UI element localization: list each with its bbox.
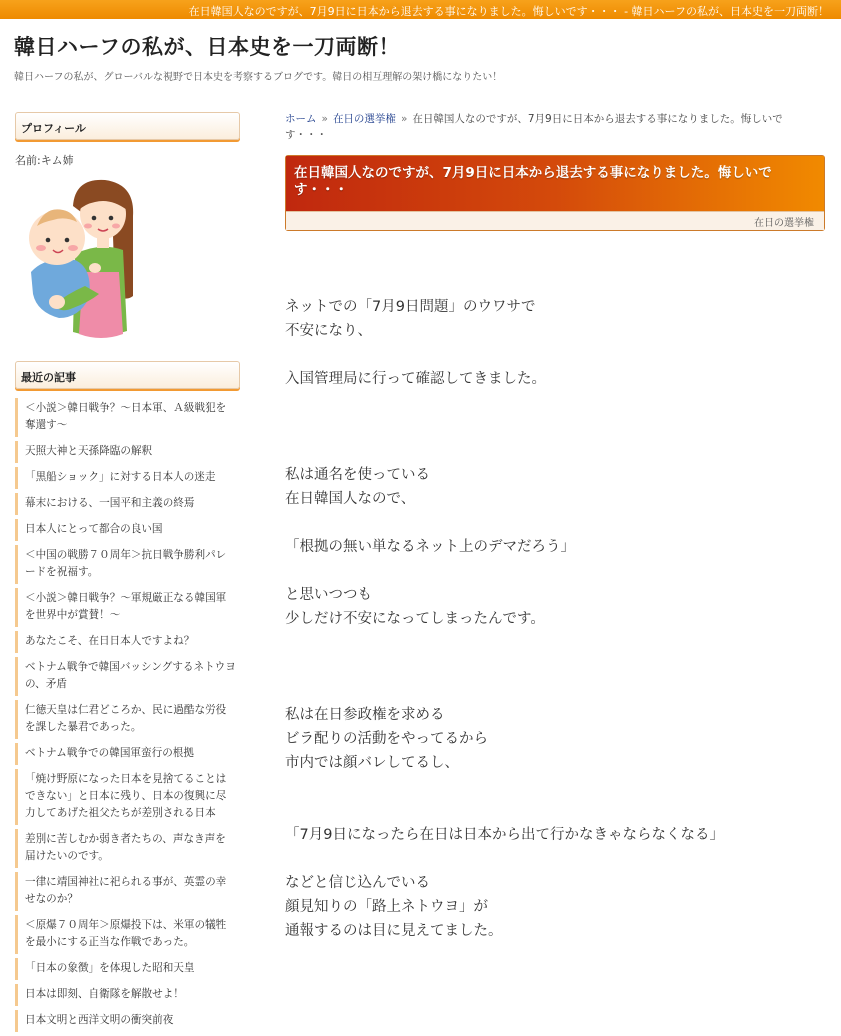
breadcrumb-category-link[interactable]: 在日の選挙権	[332, 113, 396, 125]
post-header	[285, 155, 825, 231]
profile-name: 名前:キム姉	[15, 154, 74, 167]
recent-post-link[interactable]: 天照大神と天孫降臨の解釈	[15, 441, 240, 463]
post-title: 在日韓国人なのですが、7月9日に日本から退去する事になりました。悔しいです・・・	[286, 156, 824, 211]
recent-post-link[interactable]: ＜原爆７０周年＞原爆投下は、米軍の犠牲を最小にする正当な作戦であった。	[15, 915, 240, 954]
breadcrumb-separator: »	[400, 113, 408, 125]
post-paragraph	[285, 871, 825, 943]
post-line: 「7月9日になったら在日は日本から出て行かなきゃならなくなる」	[285, 827, 724, 843]
recent-post-link[interactable]: ベトナム戦争での韓国軍蛮行の根拠	[15, 743, 240, 765]
recent-post-link[interactable]: ＜小説＞韓日戦争？～軍規厳正なる韓国軍を世界中が賞賛！～	[15, 588, 240, 627]
post-paragraph	[285, 703, 825, 775]
post-paragraph	[285, 535, 825, 559]
recent-posts-list	[15, 398, 240, 1032]
recent-post-link[interactable]: 「焼け野原になった日本を見捨てることはできない」と日本に残り、日本の復興に尽力してあげた祖父たちが差別される日本	[15, 769, 240, 825]
recent-post-link[interactable]: あなたこそ、在日日本人ですよね？	[15, 631, 240, 653]
post-line: 「根拠の無い単なるネット上のデマだろう」	[285, 539, 575, 555]
post-line: 在日韓国人なので、	[285, 491, 416, 507]
post-paragraph	[285, 295, 825, 343]
post-paragraph	[285, 823, 825, 847]
main-content	[285, 111, 825, 943]
breadcrumb-separator: »	[321, 113, 328, 125]
recent-post-link[interactable]: ＜中国の戦勝７０周年＞抗日戦争勝利パレードを祝福す。	[15, 545, 240, 584]
recent-posts-widget-title: 最近の記事	[15, 361, 240, 389]
recent-post-link[interactable]: 日本人にとって都合の良い国	[15, 519, 240, 541]
recent-post-link[interactable]: 一律に靖国神社に祀られる事が、英霊の幸せなのか？	[15, 872, 240, 911]
recent-post-link[interactable]: 「黒船ショック」に対する日本人の迷走	[15, 467, 240, 489]
post-paragraph	[285, 463, 825, 511]
post-line: 入国管理局に行って確認してきました。	[285, 371, 546, 387]
recent-post-link[interactable]: ＜小説＞韓日戦争？～日本軍、Ａ級戦犯を奪還す～	[15, 398, 240, 437]
recent-post-link[interactable]: 幕末における、一国平和主義の終焉	[15, 493, 240, 515]
site-title[interactable]: 韓日ハーフの私が、日本史を一刀両断！	[14, 35, 400, 59]
breadcrumb-current: 在日韓国人なのですが、7月9日に日本から退去する事になりました。悔しいです・・・	[285, 113, 783, 141]
post-line: 通報するのは目に見えてました。	[285, 923, 503, 939]
top-bar-text: 在日韓国人なのですが、7月9日に日本から退去する事になりました。悔しいです・・・ - 韓日ハーフの私が、日本史を一刀両断！	[188, 5, 829, 18]
post-line: 私は通名を使っている	[285, 467, 430, 483]
post-line: 市内では顔バレしてるし、	[285, 755, 459, 771]
post-line: 顔見知りの「路上ネトウヨ」が	[285, 899, 488, 915]
post-line: などと信じ込んでいる	[285, 875, 430, 891]
breadcrumb-home-link[interactable]: ホーム	[285, 113, 317, 125]
recent-post-link[interactable]: 日本文明と西洋文明の衝突前夜	[15, 1010, 240, 1032]
post-category	[286, 211, 824, 230]
site-description: 韓日ハーフの私が、グローバルな視野で日本史を考察するブログです。韓日の相互理解の架け橋になりたい！	[14, 72, 503, 83]
sidebar	[15, 112, 240, 1036]
post-line: 私は在日参政権を求める	[285, 707, 445, 723]
recent-post-link[interactable]: ベトナム戦争で韓国バッシングするネトウヨの、矛盾	[15, 657, 240, 696]
recent-post-link[interactable]: 「日本の象徴」を体現した昭和天皇	[15, 958, 240, 980]
post-line: ビラ配りの活動をやってるから	[285, 731, 488, 747]
recent-post-link[interactable]: 差別に苦しむか弱き者たちの、声なき声を届けたいのです。	[15, 829, 240, 868]
post-line: 不安になり、	[285, 323, 372, 339]
post-line: 少しだけ不安になってしまったんです。	[285, 611, 545, 627]
post-paragraph	[285, 367, 825, 391]
post-line: ネットでの「7月9日問題」のウワサで	[285, 299, 536, 315]
recent-post-link[interactable]: 仁徳天皇は仁君どころか、民に過酷な労役を課した暴君であった。	[15, 700, 240, 739]
profile-widget-title: プロフィール	[15, 112, 240, 140]
post-paragraph	[285, 583, 825, 631]
post-category-link[interactable]: 在日の選挙権	[754, 218, 814, 229]
breadcrumb	[285, 111, 825, 143]
site-header	[0, 19, 841, 111]
post-body	[285, 295, 825, 943]
mother-holding-baby-icon	[15, 176, 140, 344]
recent-post-link[interactable]: 日本は即刻、自衛隊を解散せよ！	[15, 984, 240, 1006]
post-line: と思いつつも	[285, 587, 372, 603]
top-bar	[0, 0, 841, 19]
